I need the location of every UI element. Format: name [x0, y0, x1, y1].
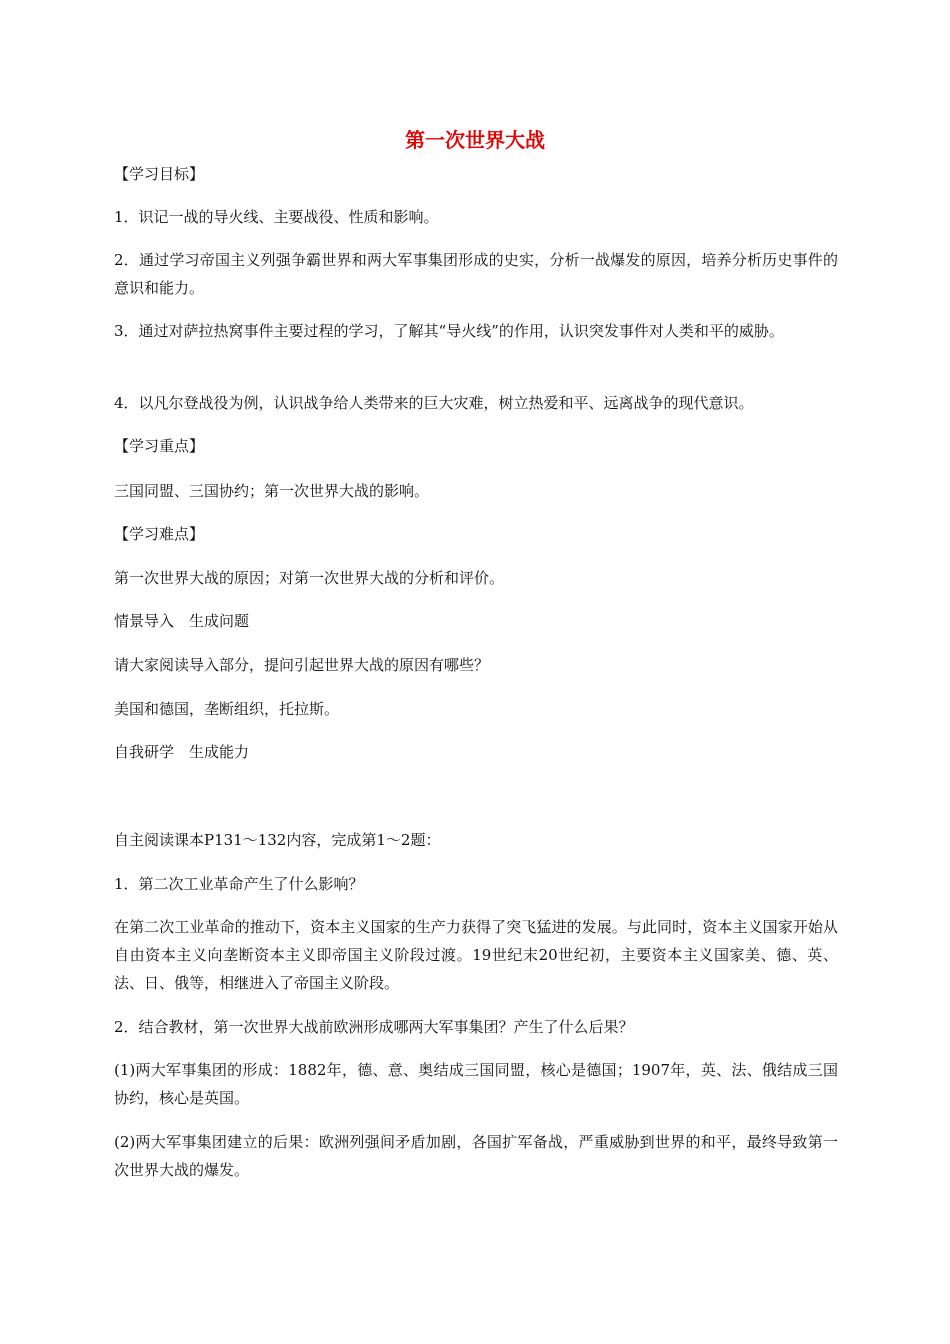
question-1: 1．第二次工业革命产生了什么影响？ [114, 875, 364, 893]
objective-2: 2．通过学习帝国主义列强争霸世界和两大军事集团形成的史实，分析一战爆发的原因，培养分析历史事件的意识和能力。 [114, 251, 838, 297]
answer-2-part-1: (1)两大军事集团的形成：1882年，德、意、奥结成三国同盟，核心是德国；1907年，英、法、俄结成三国协约，核心是英国。 [114, 1061, 838, 1107]
intro-heading: 情景导入 生成问题 [114, 612, 250, 630]
key-points-text: 三国同盟、三国协约；第一次世界大战的影响。 [114, 482, 430, 500]
self-study-heading: 自我研学 生成能力 [114, 743, 250, 761]
answer-1: 在第二次工业革命的推动下，资本主义国家的生产力获得了突飞猛进的发展。与此同时，资本主义国家开始从自由资本主义向垄断资本主义即帝国主义阶段过渡。19世纪末20世纪初，主要资本主义国家美、德、英、法、日、俄等，相继进入了帝国主义阶段。 [114, 918, 838, 992]
difficulties-text: 第一次世界大战的原因；对第一次世界大战的分析和评价。 [114, 569, 505, 587]
intro-answer: 美国和德国，垄断组织，托拉斯。 [114, 700, 340, 718]
difficulties-heading: 【学习难点】 [114, 525, 205, 543]
page-title: 第一次世界大战 [405, 128, 545, 152]
key-points-heading: 【学习重点】 [114, 437, 205, 455]
reading-task: 自主阅读课本P131～132内容，完成第1～2题： [114, 831, 441, 849]
objective-4: 4．以凡尔登战役为例，认识战争给人类带来的巨大灾难，树立热爱和平、远离战争的现代意识。 [114, 394, 754, 412]
question-2: 2．结合教材，第一次世界大战前欧洲形成哪两大军事集团？产生了什么后果？ [114, 1018, 634, 1036]
objective-1: 1．识记一战的导火线、主要战役、性质和影响。 [114, 208, 439, 226]
answer-2-part-2: (2)两大军事集团建立的后果：欧洲列强间矛盾加剧，各国扩军备战，严重威胁到世界的和平，最终导致第一次世界大战的爆发。 [114, 1133, 838, 1179]
intro-question: 请大家阅读导入部分，提问引起世界大战的原因有哪些？ [114, 656, 490, 674]
objective-3: 3．通过对萨拉热窝事件主要过程的学习，了解其“导火线”的作用，认识突发事件对人类和平的威胁。 [114, 322, 784, 340]
objectives-heading: 【学习目标】 [114, 165, 205, 183]
